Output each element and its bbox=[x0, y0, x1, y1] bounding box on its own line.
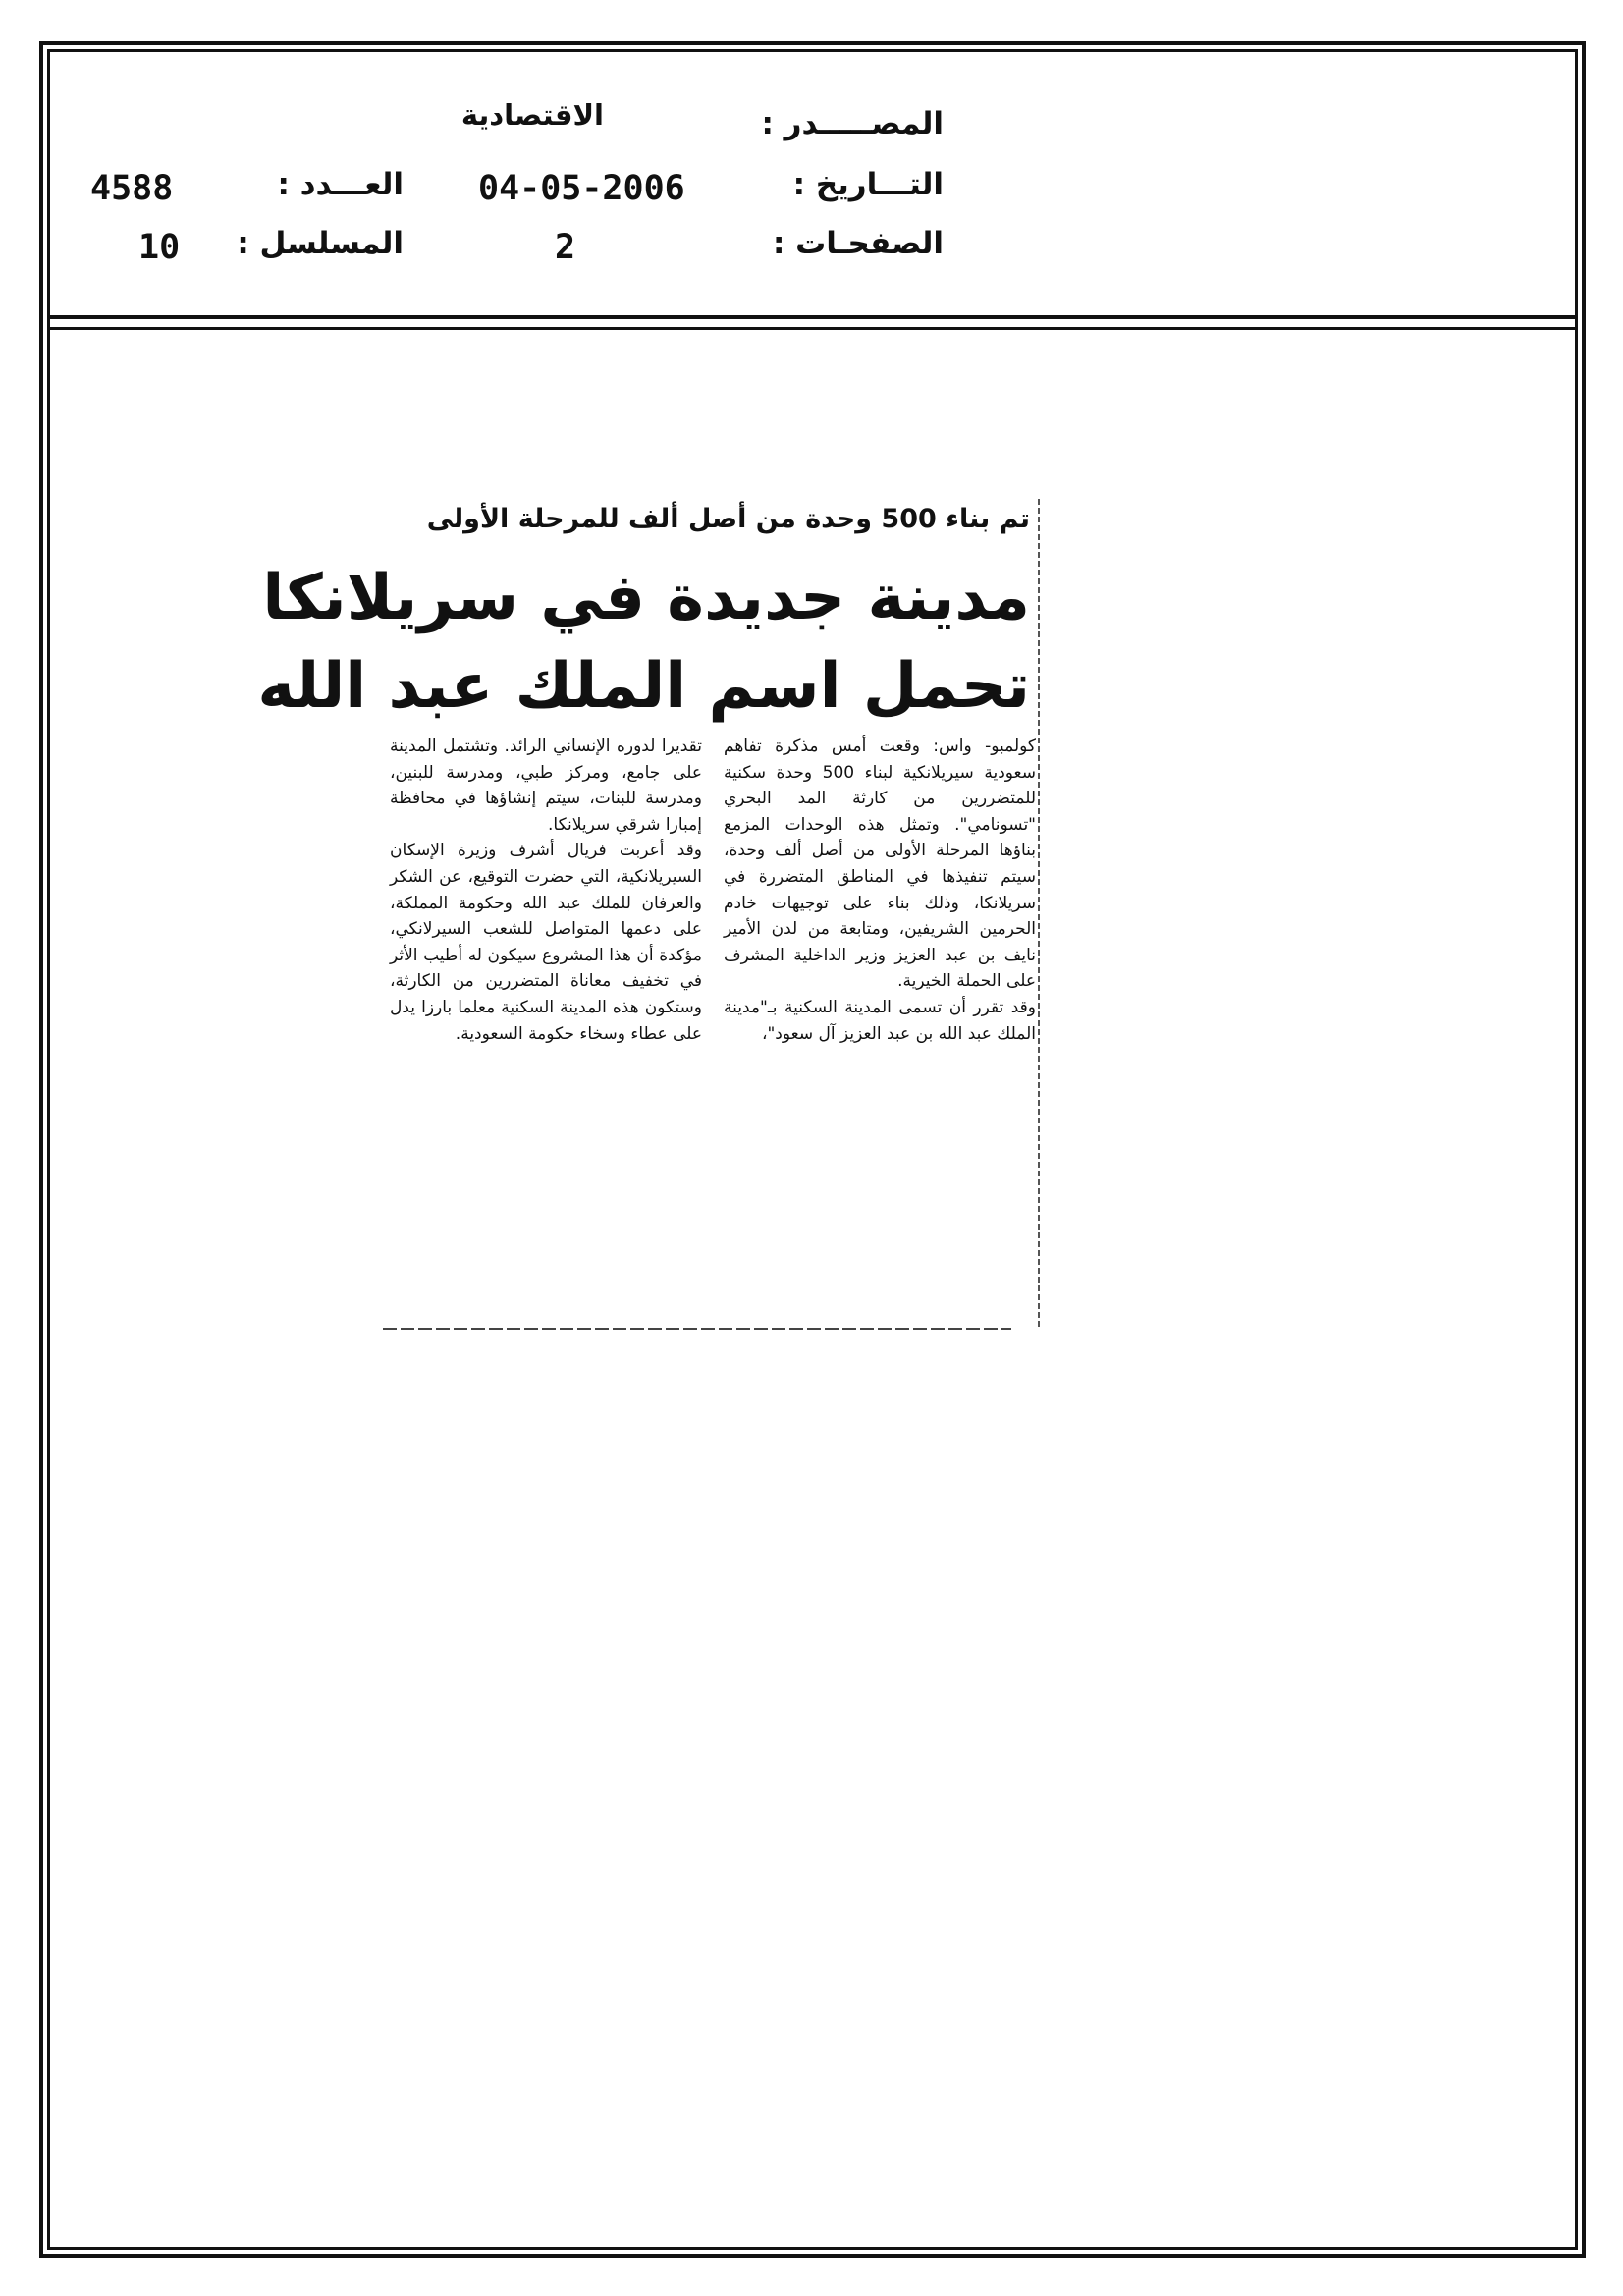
pages-value: 2 bbox=[555, 228, 576, 267]
date-label: التـــاريخ : bbox=[792, 167, 944, 202]
pages-label: الصفحـات : bbox=[772, 226, 944, 261]
source-value: الاقتصادية bbox=[460, 98, 604, 132]
article-paragraph: تقديرا لدوره الإنساني الرائد. وتشتمل المدينة على جامع، ومركز طبي، ومدرسة للبنين، ومدرسة للبنات، سيتم إنشاؤها في محافظة إمبارا شرقي سريلانكا. bbox=[390, 737, 702, 835]
date-value: 04-05-2006 bbox=[478, 169, 685, 208]
news-clipping bbox=[257, 496, 1046, 1326]
article-column-right bbox=[724, 734, 1036, 1047]
issue-value: 4588 bbox=[90, 169, 174, 208]
issue-label: العـــدد : bbox=[277, 167, 404, 202]
article-column-left bbox=[390, 734, 702, 1047]
article-headline-line1: مدينة جديدة في سريلانكا bbox=[262, 562, 1030, 634]
article-headline-line2: تحمل اسم الملك عبد الله bbox=[257, 650, 1030, 723]
header-separator-inner bbox=[47, 327, 1578, 330]
article-paragraph: وقد أعربت فريال أشرف وزيرة الإسكان السيريلانكية، التي حضرت التوقيع، عن الشكر والعرفان للملك عبد الله وحكومة المملكة، على دعمها المتواصل للشعب السيرلانكي، مؤكدة أن هذا المشروع سيكون له أطيب الأثر في تخفيف معاناة المتضررين من الكارثة، وستكون هذه المدينة السكنية معلما بارزا يدل على عطاء وسخاء حكومة السعودية. bbox=[390, 841, 702, 1044]
article-paragraph: وقد تقرر أن تسمى المدينة السكنية بـ"مدينة الملك عبد الله بن عبد العزيز آل سعود"، bbox=[724, 997, 1036, 1044]
serial-label: المسلسل : bbox=[237, 226, 404, 261]
clipping-bottom-rule bbox=[383, 1328, 1011, 1330]
article-kicker: تم بناء 500 وحدة من أصل ألف للمرحلة الأولى bbox=[426, 504, 1030, 534]
article-paragraph: كولمبو- واس: وقعت أمس مذكرة تفاهم سعودية سيريلانكية لبناء 500 وحدة سكنية للمتضررين من كارثة المد البحري "تسونامي". وتمثل هذه الوحدات المزمع بناؤها المرحلة الأولى من أصل ألف وحدة، سيتم تنفيذها في المناطق المتضررة في سريلانكا، وذلك بناء على توجيهات خادم الحرمين الشريفين، ومتابعة من لدن الأمير نايف بن عبد العزيز وزير الداخلية المشرف على الحملة الخيرية. bbox=[724, 737, 1036, 992]
header-separator bbox=[47, 315, 1578, 319]
source-label: المصـــــدر : bbox=[761, 106, 944, 141]
serial-value: 10 bbox=[138, 228, 181, 267]
